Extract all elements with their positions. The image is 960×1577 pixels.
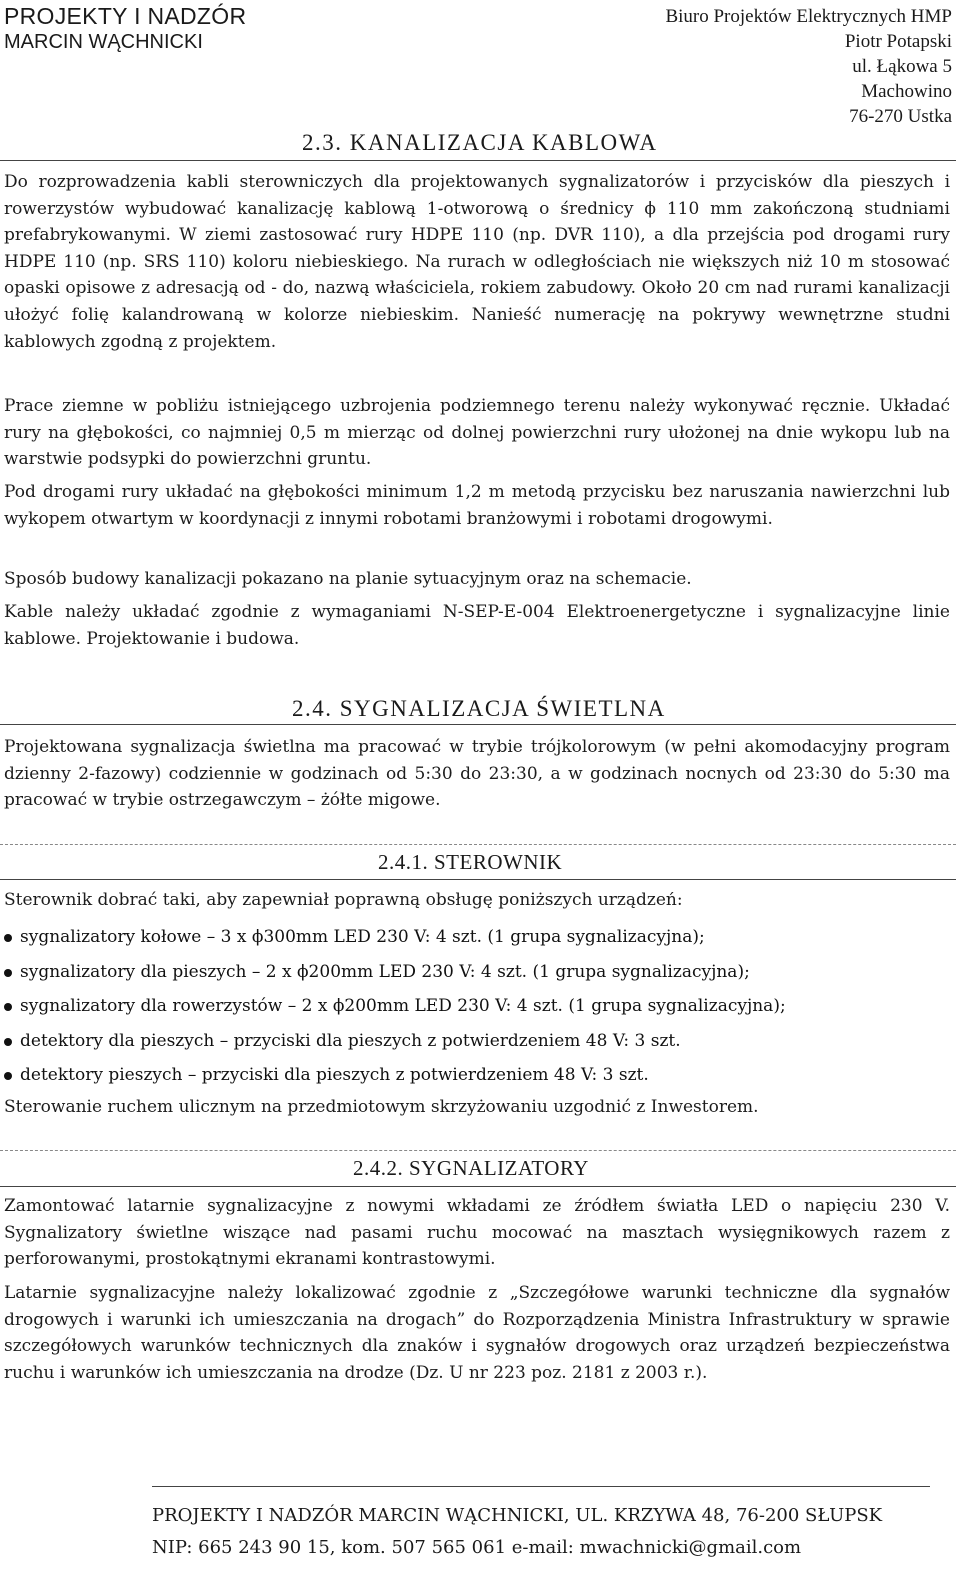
section-2-3-paragraph-5: Kable należy układać zgodnie z wymaganiami N-SEP-E-004 Elektroenergetyczne i sygnalizacyjne linie kablowe. Projektowanie i budowa. — [4, 602, 950, 649]
bureau-postcode: 76-270 Ustka — [849, 106, 952, 127]
bureau-town: Machowino — [861, 81, 952, 102]
header-right — [665, 4, 952, 129]
section-2-4-2-paragraph-1: Zamontować latarnie sygnalizacyjne z nowymi wkładami ze źródłem światła LED o napięciu 230 V. Sygnalizatory świetlne wiszące nad pasami ruchu mocować na masztach wysięgnikowych razem z perforowanymi, prostokątnymi ekranami kontrastowymi. — [4, 1196, 950, 1270]
company-name-line1: PROJEKTY I NADZÓR — [4, 3, 247, 29]
bureau-name: Biuro Projektów Elektrycznych HMP — [665, 6, 952, 27]
controller-intro: Sterownik dobrać taki, aby zapewniał poprawną obsługę poniższych urządzeń: — [4, 890, 683, 910]
list-item — [4, 955, 950, 990]
section-2-3-paragraph-1: Do rozprowadzenia kabli sterowniczych dla projektowanych sygnalizatorów i przycisków dla pieszych i rowerzystów wybudować kanalizację kablową 1-otworową o średnicy ϕ 110 mm zakończoną studniami prefabrykowanymi. W ziemi zastosować rury HDPE 110 (np. DVR 110), a dla przejścia pod drogami rury HDPE 110 (np. SRS 110) koloru niebieskiego. Na rurach w odległościach nie większych niż 10 m stosować opaski opisowe z adresacją od - do, nazwą właściciela, rokiem zabudowy. Około 20 cm nad rurami kanalizacji ułożyć folię kalandrowaną w kolorze niebieskim. Nanieść numerację na pokrywy wewnętrzne studni kablowych zgodną z projektem. — [4, 172, 950, 352]
section-2-4-heading: 2.4. SYGNALIZACJA ŚWIETLNA — [292, 696, 666, 721]
list-item — [4, 1024, 950, 1059]
footer-rule — [152, 1486, 930, 1487]
section-2-4-2-rule — [0, 1186, 956, 1187]
company-name-line2: MARCIN WĄCHNICKI — [4, 31, 203, 53]
bullet-icon — [4, 1038, 12, 1046]
section-2-3-paragraph-4: Sposób budowy kanalizacji pokazano na planie sytuacyjnym oraz na schemacie. — [4, 569, 692, 589]
section-2-3-heading: 2.3. KANALIZACJA KABLOWA — [302, 130, 658, 155]
bureau-street: ul. Łąkowa 5 — [852, 56, 952, 77]
footer-contact: NIP: 665 243 90 15, kom. 507 565 061 e-mail: mwachnicki@gmail.com — [152, 1537, 802, 1558]
list-item-text: detektory dla pieszych – przyciski dla pieszych z potwierdzeniem 48 V: 3 szt. — [20, 1030, 681, 1051]
list-item-text: sygnalizatory dla pieszych – 2 x ϕ200mm LED 230 V: 4 szt. (1 grupa sygnalizacyjna); — [20, 961, 750, 982]
section-2-4-2-divider — [0, 1150, 956, 1151]
section-2-4-1-heading: 2.4.1. STEROWNIK — [378, 850, 563, 874]
bullet-icon — [4, 1072, 12, 1080]
section-2-4-2-heading: 2.4.2. SYGNALIZATORY — [353, 1156, 589, 1180]
section-2-4-2-paragraph-2: Latarnie sygnalizacyjne należy lokalizować zgodnie z „Szczegółowe warunki techniczne dla sygnałów drogowych i warunki ich umieszczania na drogach” do Rozporządzenia Ministra Infrastruktury w sprawie szczegółowych warunków technicznych dla znaków i sygnałów drogowych oraz urządzeń bezpieczeństwa ruchu i warunków ich umieszczania na drodze (Dz. U nr 223 poz. 2181 z 2003 r.). — [4, 1283, 950, 1383]
device-list — [4, 920, 950, 1093]
section-2-4-1-rule — [0, 879, 956, 880]
bureau-person: Piotr Potapski — [844, 31, 952, 52]
bullet-icon — [4, 969, 12, 977]
section-2-3-paragraph-3: Pod drogami rury układać na głębokości minimum 1,2 m metodą przycisku bez naruszania nawierzchni lub wykopem otwartym w koordynacji z innymi robotami branżowymi i robotami drogowymi. — [4, 482, 950, 529]
section-2-4-1-divider — [0, 844, 956, 845]
controller-outro: Sterowanie ruchem ulicznym na przedmiotowym skrzyżowaniu uzgodnić z Inwestorem. — [4, 1097, 759, 1117]
list-item-text: sygnalizatory kołowe – 3 x ϕ300mm LED 230 V: 4 szt. (1 grupa sygnalizacyjna); — [20, 927, 705, 947]
list-item — [4, 989, 950, 1024]
list-item-text: sygnalizatory dla rowerzystów – 2 x ϕ200mm LED 230 V: 4 szt. (1 grupa sygnalizacyjna); — [20, 996, 786, 1016]
footer-address: PROJEKTY I NADZÓR MARCIN WĄCHNICKI, UL. KRZYWA 48, 76-200 SŁUPSK — [152, 1505, 883, 1526]
section-2-4-rule — [0, 724, 956, 725]
list-item-text: detektory pieszych – przyciski dla pieszych z potwierdzeniem 48 V: 3 szt. — [20, 1065, 649, 1085]
list-item — [4, 1058, 950, 1093]
footer — [152, 1500, 882, 1564]
section-2-4-paragraph: Projektowana sygnalizacja świetlna ma pracować w trybie trójkolorowym (w pełni akomodacyjny program dzienny 2-fazowy) codziennie w godzinach od 5:30 do 23:30, a w godzinach nocnych od 23:30 do 5:30 ma pracować w trybie ostrzegawczym – żółte migowe. — [4, 737, 950, 811]
section-2-3-rule — [0, 160, 956, 161]
list-item — [4, 920, 950, 955]
header-left — [4, 2, 246, 54]
bullet-icon — [4, 934, 12, 942]
section-2-3-paragraph-2: Prace ziemne w pobliżu istniejącego uzbrojenia podziemnego terenu należy wykonywać ręcznie. Układać rury na głębokości, co najmniej 0,5 m mierząc od dolnej powierzchni rury ułożonej na dnie wykopu lub na warstwie podsypki do powierzchni gruntu. — [4, 396, 950, 470]
bullet-icon — [4, 1003, 12, 1011]
